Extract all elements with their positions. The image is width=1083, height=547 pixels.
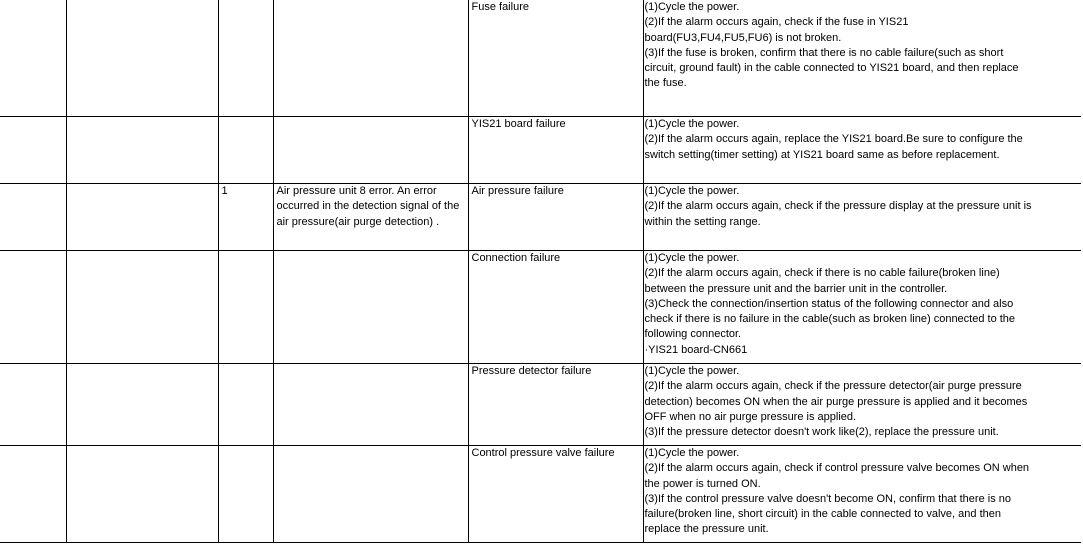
- remedy-line: (2)If the alarm occurs again, check if control pressure valve becomes ON when: [644, 462, 1030, 475]
- table-row: [0, 117, 1081, 184]
- detail-cell: [273, 0, 468, 117]
- remedy-line: (2)If the alarm occurs again, replace the YIS21 board.Be sure to configure the: [644, 133, 1023, 146]
- remedy-cell: [643, 251, 1081, 364]
- code-cell: [0, 364, 66, 446]
- remedy-line: (1)Cycle the power.: [644, 447, 740, 459]
- remedy-line: circuit, ground fault) in the cable connected to YIS21 board, and then replace: [644, 62, 1019, 75]
- cause-cell: Air pressure failure: [468, 184, 643, 251]
- remedy-line: (1)Cycle the power.: [644, 185, 740, 197]
- remedy-line: (2)If the alarm occurs again, check if the fuse in YIS21: [644, 16, 909, 29]
- empty-cell: [66, 117, 218, 184]
- remedy-cell: [643, 0, 1081, 117]
- detail-cell: [273, 364, 468, 446]
- remedy-line: check if there is no failure in the cable(such as broken line) connected to the: [644, 313, 1016, 326]
- cause-cell: Fuse failure: [468, 0, 643, 117]
- table-row: [0, 446, 1081, 543]
- remedy-line: within the setting range.: [644, 215, 761, 228]
- remedy-line: OFF when no air purge pressure is applied.: [644, 410, 857, 423]
- remedy-line: ·YIS21 board-CN661: [644, 343, 748, 356]
- remedy-line: (1)Cycle the power.: [644, 118, 740, 130]
- subcode-cell: [218, 251, 273, 364]
- remedy-line: the fuse.: [644, 77, 687, 90]
- code-cell: [0, 446, 66, 543]
- remedy-line: failure(broken line, short circuit) in the cable connected to valve, and then: [644, 508, 1001, 521]
- code-cell: [0, 251, 66, 364]
- subcode-cell: [218, 0, 273, 117]
- remedy-cell: [643, 184, 1081, 251]
- table-row: [0, 184, 1081, 251]
- empty-cell: [66, 0, 218, 117]
- remedy-line: (2)If the alarm occurs again, check if the pressure detector(air purge pressure: [644, 380, 1022, 393]
- remedy-line: (2)If the alarm occurs again, check if there is no cable failure(broken line): [644, 267, 1000, 280]
- remedy-line: (2)If the alarm occurs again, check if the pressure display at the pressure unit is: [644, 200, 1032, 213]
- remedy-line: the power is turned ON.: [644, 477, 761, 490]
- subcode-cell: [218, 364, 273, 446]
- remedy-cell: [643, 446, 1081, 543]
- empty-cell: [66, 364, 218, 446]
- code-cell: [0, 0, 66, 117]
- cause-cell: Control pressure valve failure: [468, 446, 643, 543]
- subcode-cell: [218, 446, 273, 543]
- remedy-line: (3)If the pressure detector doesn't work like(2), replace the pressure unit.: [644, 426, 999, 439]
- code-cell: [0, 117, 66, 184]
- detail-cell: [273, 251, 468, 364]
- cause-cell: Pressure detector failure: [468, 364, 643, 446]
- subcode-cell: 1: [218, 184, 273, 251]
- cause-cell: Connection failure: [468, 251, 643, 364]
- remedy-line: (3)If the control pressure valve doesn't become ON, confirm that there is no: [644, 492, 1011, 505]
- remedy-cell: [643, 364, 1081, 446]
- detail-cell: Air pressure unit 8 error. An error occurred in the detection signal of the air pressure(air purge detection) .: [273, 184, 468, 251]
- cause-cell: YIS21 board failure: [468, 117, 643, 184]
- remedy-line: (1)Cycle the power.: [644, 1, 740, 13]
- remedy-line: (3)Check the connection/insertion status of the following connector and also: [644, 297, 1014, 310]
- empty-cell: [66, 184, 218, 251]
- empty-cell: [66, 251, 218, 364]
- remedy-cell: [643, 117, 1081, 184]
- remedy-line: (3)If the fuse is broken, confirm that there is no cable failure(such as short: [644, 46, 1004, 59]
- remedy-line: switch setting(timer setting) at YIS21 board same as before replacement.: [644, 148, 1000, 161]
- remedy-line: (1)Cycle the power.: [644, 365, 740, 377]
- detail-cell: [273, 117, 468, 184]
- table-row: [0, 364, 1081, 446]
- code-cell: [0, 184, 66, 251]
- remedy-line: detection) becomes ON when the air purge pressure is applied and it becomes: [644, 395, 1028, 408]
- remedy-line: between the pressure unit and the barrier unit in the controller.: [644, 282, 948, 295]
- table-row: [0, 251, 1081, 364]
- empty-cell: [66, 446, 218, 543]
- remedy-line: replace the pressure unit.: [644, 523, 769, 536]
- detail-cell: [273, 446, 468, 543]
- subcode-cell: [218, 117, 273, 184]
- remedy-line: (1)Cycle the power.: [644, 252, 740, 264]
- remedy-line: board(FU3,FU4,FU5,FU6) is not broken.: [644, 31, 842, 44]
- table-row: [0, 0, 1081, 117]
- remedy-line: following connector.: [644, 328, 742, 341]
